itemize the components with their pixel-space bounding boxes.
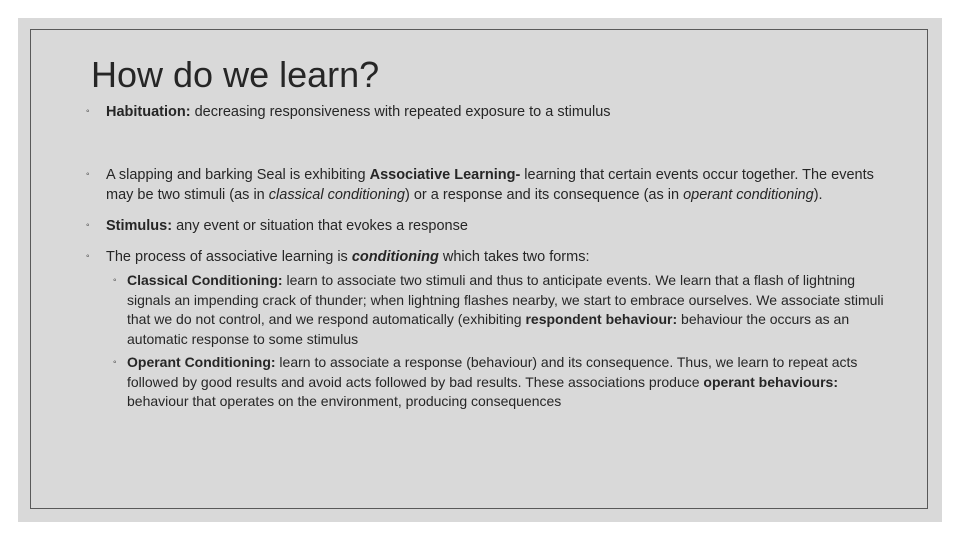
respondent-behaviour-text: behaviour the occurs as an automatic response to some stimulus xyxy=(127,311,850,347)
definition-habituation: decreasing responsiveness with repeated exposure to a stimulus xyxy=(190,104,611,120)
bullet-marker: ◦ xyxy=(86,220,90,231)
term-habituation: Habituation: xyxy=(106,104,191,120)
term-respondent-behaviour: respondent behaviour: xyxy=(525,311,678,327)
associative-intro-text: A slapping and barking Seal is exhibiting xyxy=(106,167,370,183)
associative-text-1: learning that certain events occur together. The events may be two stimuli (as in xyxy=(106,167,874,203)
sub-bullet-marker: ◦ xyxy=(113,357,117,368)
sub-bullet-classical-conditioning xyxy=(86,271,886,349)
term-associative-learning: Associative Learning- xyxy=(369,167,521,183)
conditioning-sub-list xyxy=(86,271,886,412)
bullet-conditioning xyxy=(86,247,886,267)
operant-conditioning-text: learn to associate a response (behaviour) and its consequence. Thus, we learn to repeat acts followed by good results and avoid acts followed by bad results. These associations produce xyxy=(127,354,858,390)
italic-operant-conditioning: operant conditioning xyxy=(683,187,814,203)
classical-conditioning-text: learn to associate two stimuli and thus to anticipate events. We learn that a flash of lightning signals an impending crack of thunder; when lightning flashes nearby, we start to embrace ourselves. We associate stimuli that we do not control, and we respond automatically (exhibiting xyxy=(127,272,884,327)
bullet-stimulus xyxy=(86,216,886,236)
term-stimulus: Stimulus: xyxy=(106,218,173,234)
associative-text-2: ) or a response and its consequence (as in xyxy=(405,187,684,203)
term-conditioning: conditioning xyxy=(351,249,439,265)
operant-behaviours-text: behaviour that operates on the environment, producing consequences xyxy=(127,393,562,409)
bullet-habituation xyxy=(86,102,886,122)
term-classical-conditioning: Classical Conditioning: xyxy=(127,272,283,288)
conditioning-forms-text: which takes two forms: xyxy=(438,249,590,265)
bullet-marker: ◦ xyxy=(86,251,90,262)
conditioning-intro-text: The process of associative learning is xyxy=(106,249,352,265)
sub-bullet-marker: ◦ xyxy=(113,275,117,286)
definition-stimulus: any event or situation that evokes a response xyxy=(172,218,468,234)
bullet-marker: ◦ xyxy=(86,106,90,117)
slide-content xyxy=(86,102,886,412)
term-operant-behaviours: operant behaviours: xyxy=(703,373,839,390)
sub-bullet-operant-conditioning xyxy=(86,353,886,412)
term-operant-conditioning: Operant Conditioning: xyxy=(127,354,276,370)
slide-title: How do we learn? xyxy=(91,54,380,95)
associative-text-end: ). xyxy=(813,187,823,203)
bullet-marker: ◦ xyxy=(86,169,90,180)
bullet-associative-learning xyxy=(86,165,886,205)
italic-classical-conditioning: classical conditioning xyxy=(268,187,405,203)
